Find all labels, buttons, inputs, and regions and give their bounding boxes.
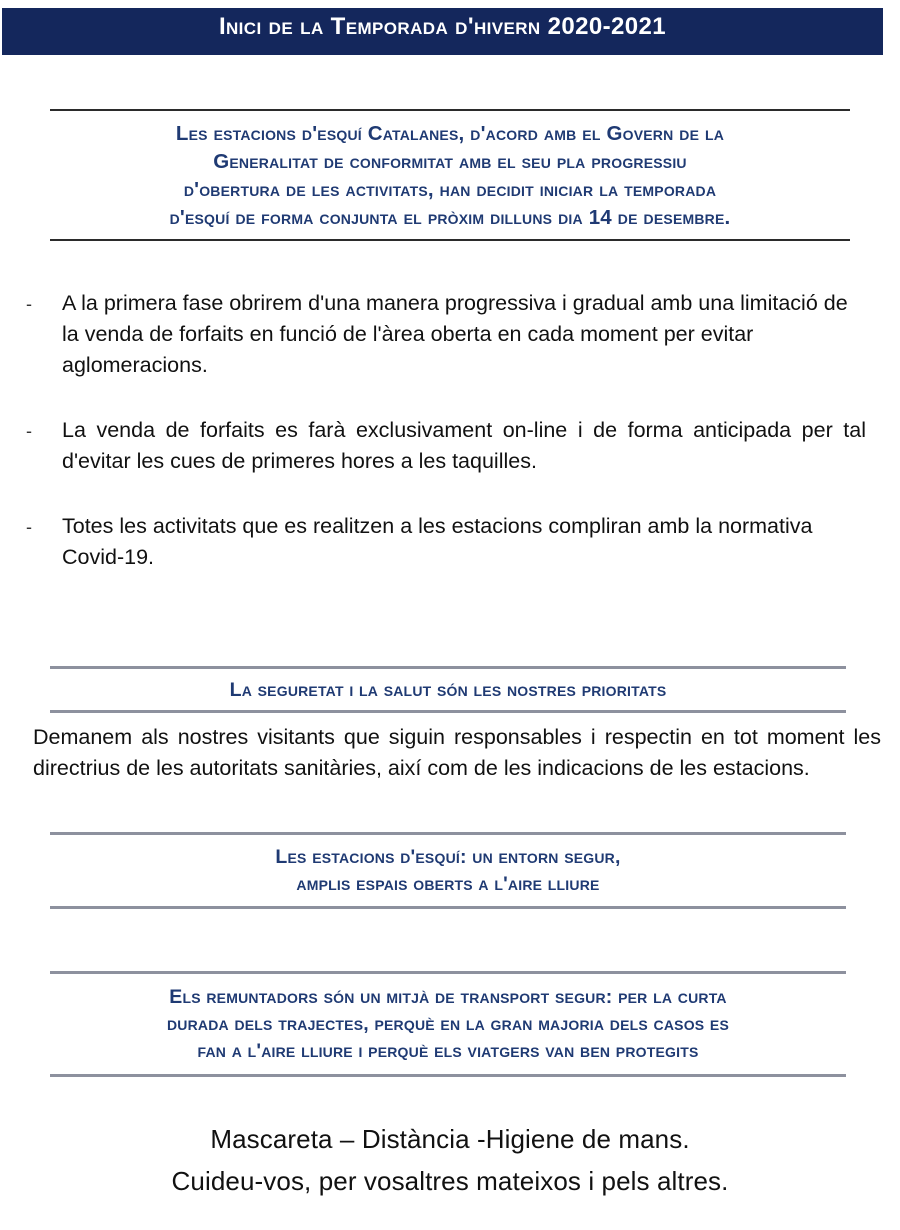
intro-statement-block — [50, 109, 850, 241]
bullet-text-1: A la primera fase obrirem d'una manera progressiva i gradual amb una limitació de la venda de forfaits en funció de l'àrea oberta en cada moment per evitar aglomeracions. — [62, 291, 848, 377]
closing-line-2: Cuideu-vos, per vosaltres mateixos i pels altres. — [171, 1166, 729, 1196]
entorn-line-2: amplis espais oberts a l'aire lliure — [296, 873, 600, 895]
seguretat-heading: La seguretat i la salut són les nostres prioritats — [229, 679, 667, 701]
page-banner — [2, 8, 883, 55]
bullet-text-3: Totes les activitats que es realitzen a les estacions compliran amb la normativa Covid-19. — [62, 514, 813, 569]
intro-line-3: d'obertura de les activitats, han decidit iniciar la temporada — [183, 178, 717, 201]
remuntadors-line-1: Els remuntadors són un mitjà de transport segur: per la curta — [169, 986, 727, 1008]
seguretat-heading-block — [50, 666, 846, 713]
seguretat-paragraph: Demanem als nostres visitants que siguin responsables i respectin en tot moment les directrius de les autoritats sanitàries, així com de les indicacions de les estacions. — [33, 725, 881, 780]
bullet-text-2: La venda de forfaits es farà exclusivament on-line i de forma anticipada per tal d'evitar les cues de primeres hores a les taquilles. — [62, 418, 866, 473]
closing-line-1: Mascareta – Distància -Higiene de mans. — [210, 1124, 690, 1154]
measures-bullet-list — [26, 288, 874, 607]
remuntadors-line-3: fan a l'aire lliure i perquè els viatgers van ben protegits — [197, 1040, 699, 1062]
entorn-line-1: Les estacions d'esquí: un entorn segur, — [275, 846, 621, 868]
banner-title: Inici de la Temporada d'hivern 2020-2021 — [218, 13, 667, 40]
entorn-heading-block — [50, 832, 846, 909]
bullet-dash-icon: - — [26, 294, 32, 314]
bullet-dash-icon: - — [26, 421, 32, 441]
intro-line-1: Les estacions d'esquí Catalanes, d'acord amb el Govern de la — [175, 122, 725, 145]
bullet-dash-icon: - — [26, 517, 32, 537]
list-item — [26, 288, 874, 381]
intro-line-4: d'esquí de forma conjunta el pròxim dilluns dia 14 de desembre. — [169, 206, 731, 229]
closing-message — [0, 1118, 900, 1202]
remuntadors-heading-block — [50, 971, 846, 1077]
intro-line-2: Generalitat de conformitat amb el seu pla progressiu — [213, 150, 687, 173]
list-item — [26, 511, 874, 573]
remuntadors-line-2: durada dels trajectes, perquè en la gran majoria dels casos es — [166, 1013, 730, 1035]
list-item — [26, 415, 874, 477]
